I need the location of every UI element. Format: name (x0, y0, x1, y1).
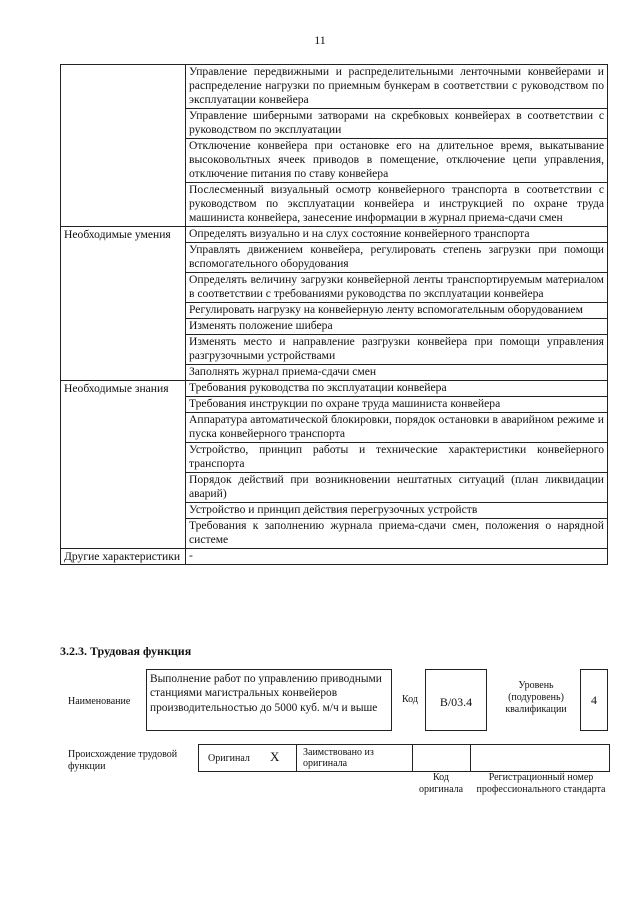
row-text: Требования к заполнению журнала приема-сдачи смен, положения о нарядной системе (186, 519, 608, 549)
row-text: Определять визуально и на слух состояние конвейерного транспорта (186, 227, 608, 243)
original-mark: X (270, 749, 280, 764)
row-category-label (61, 65, 186, 227)
row-text: Определять величину загрузки конвейерной ленты транспортируемым материалом в соответствии с требованиями руководства по эксплуатации конвейера (186, 273, 608, 303)
row-text: Требования инструкции по охране труда машиниста конвейера (186, 397, 608, 413)
table-row (61, 549, 608, 565)
row-text: Изменять положение шибера (186, 319, 608, 335)
skills-knowledge-table (60, 64, 608, 565)
section-title: 3.2.3. Трудовая функция (60, 644, 192, 658)
function-code-box: B/03.4 (425, 669, 487, 731)
row-text: Порядок действий при возникновении нештатных ситуаций (план ликвидации аварий) (186, 473, 608, 503)
row-text: Регулировать нагрузку на конвейерную ленту вспомогательным оборудованием (186, 303, 608, 319)
row-text: Отключение конвейера при остановке его на длительное время, выкатывание высоковольтных ячеек приводов в помещение, отключение цепи управления, отключение питания по ставу конвейера (186, 139, 608, 183)
qualification-level-label: Уровень (подуровень) квалификации (505, 680, 567, 715)
table-body (61, 65, 608, 565)
code-original-cell (413, 745, 471, 771)
code-original-label: Код оригинала (418, 772, 464, 795)
qualification-level-box: 4 (580, 669, 608, 731)
origin-strip (198, 744, 610, 772)
row-text: Изменять место и направление разгрузки конвейера при помощи управления разгрузочными устройствами (186, 335, 608, 365)
original-label: Оригинал (208, 753, 250, 764)
function-name-box: Выполнение работ по управлению приводными станциями магистральных конвейеров производительностью до 5000 куб. м/ч и выше (146, 669, 392, 731)
original-cell (199, 745, 297, 771)
borrowed-label: Заимствовано из оригинала (303, 747, 374, 769)
table-row (61, 65, 608, 109)
row-category-label: Другие характеристики (61, 549, 186, 565)
row-text: Послесменный визуальный осмотр конвейерного транспорта в соответствии с руководством по эксплуатации конвейера и инструкцией по охране труда машиниста конвейера, занесение информации в журнал приема-сдачи смен (186, 183, 608, 227)
row-category-label: Необходимые знания (61, 381, 186, 549)
name-label: Наименование (68, 696, 131, 707)
row-text: Заполнять журнал приема-сдачи смен (186, 365, 608, 381)
row-text: Управлять движением конвейера, регулировать степень загрузки при помощи вспомогательного оборудования (186, 243, 608, 273)
table-row (61, 227, 608, 243)
table-row (61, 381, 608, 397)
origin-label: Происхождение трудовой функции (68, 749, 178, 772)
code-label: Код (402, 694, 418, 705)
row-text: Устройство и принцип действия перегрузочных устройств (186, 503, 608, 519)
page-number: 11 (314, 33, 326, 47)
row-text: Управление передвижными и распределительными ленточными конвейерами и распределение нагрузки по приемным бункерам в соответствии с руководством по эксплуатации конвейера (186, 65, 608, 109)
borrowed-cell (297, 745, 413, 771)
reg-number-cell (471, 745, 609, 771)
reg-number-label: Регистрационный номер профессионального стандарта (476, 772, 606, 795)
row-text: Управление шиберными затворами на скребковых конвейерах в соответствии с руководством по эксплуатации (186, 109, 608, 139)
row-text: Требования руководства по эксплуатации конвейера (186, 381, 608, 397)
row-text: Устройство, принцип работы и технические характеристики конвейерного транспорта (186, 443, 608, 473)
row-text: Аппаратура автоматической блокировки, порядок остановки в аварийном режиме и пуска конвейерного транспорта (186, 413, 608, 443)
row-category-label: Необходимые умения (61, 227, 186, 381)
row-text: - (186, 549, 608, 565)
